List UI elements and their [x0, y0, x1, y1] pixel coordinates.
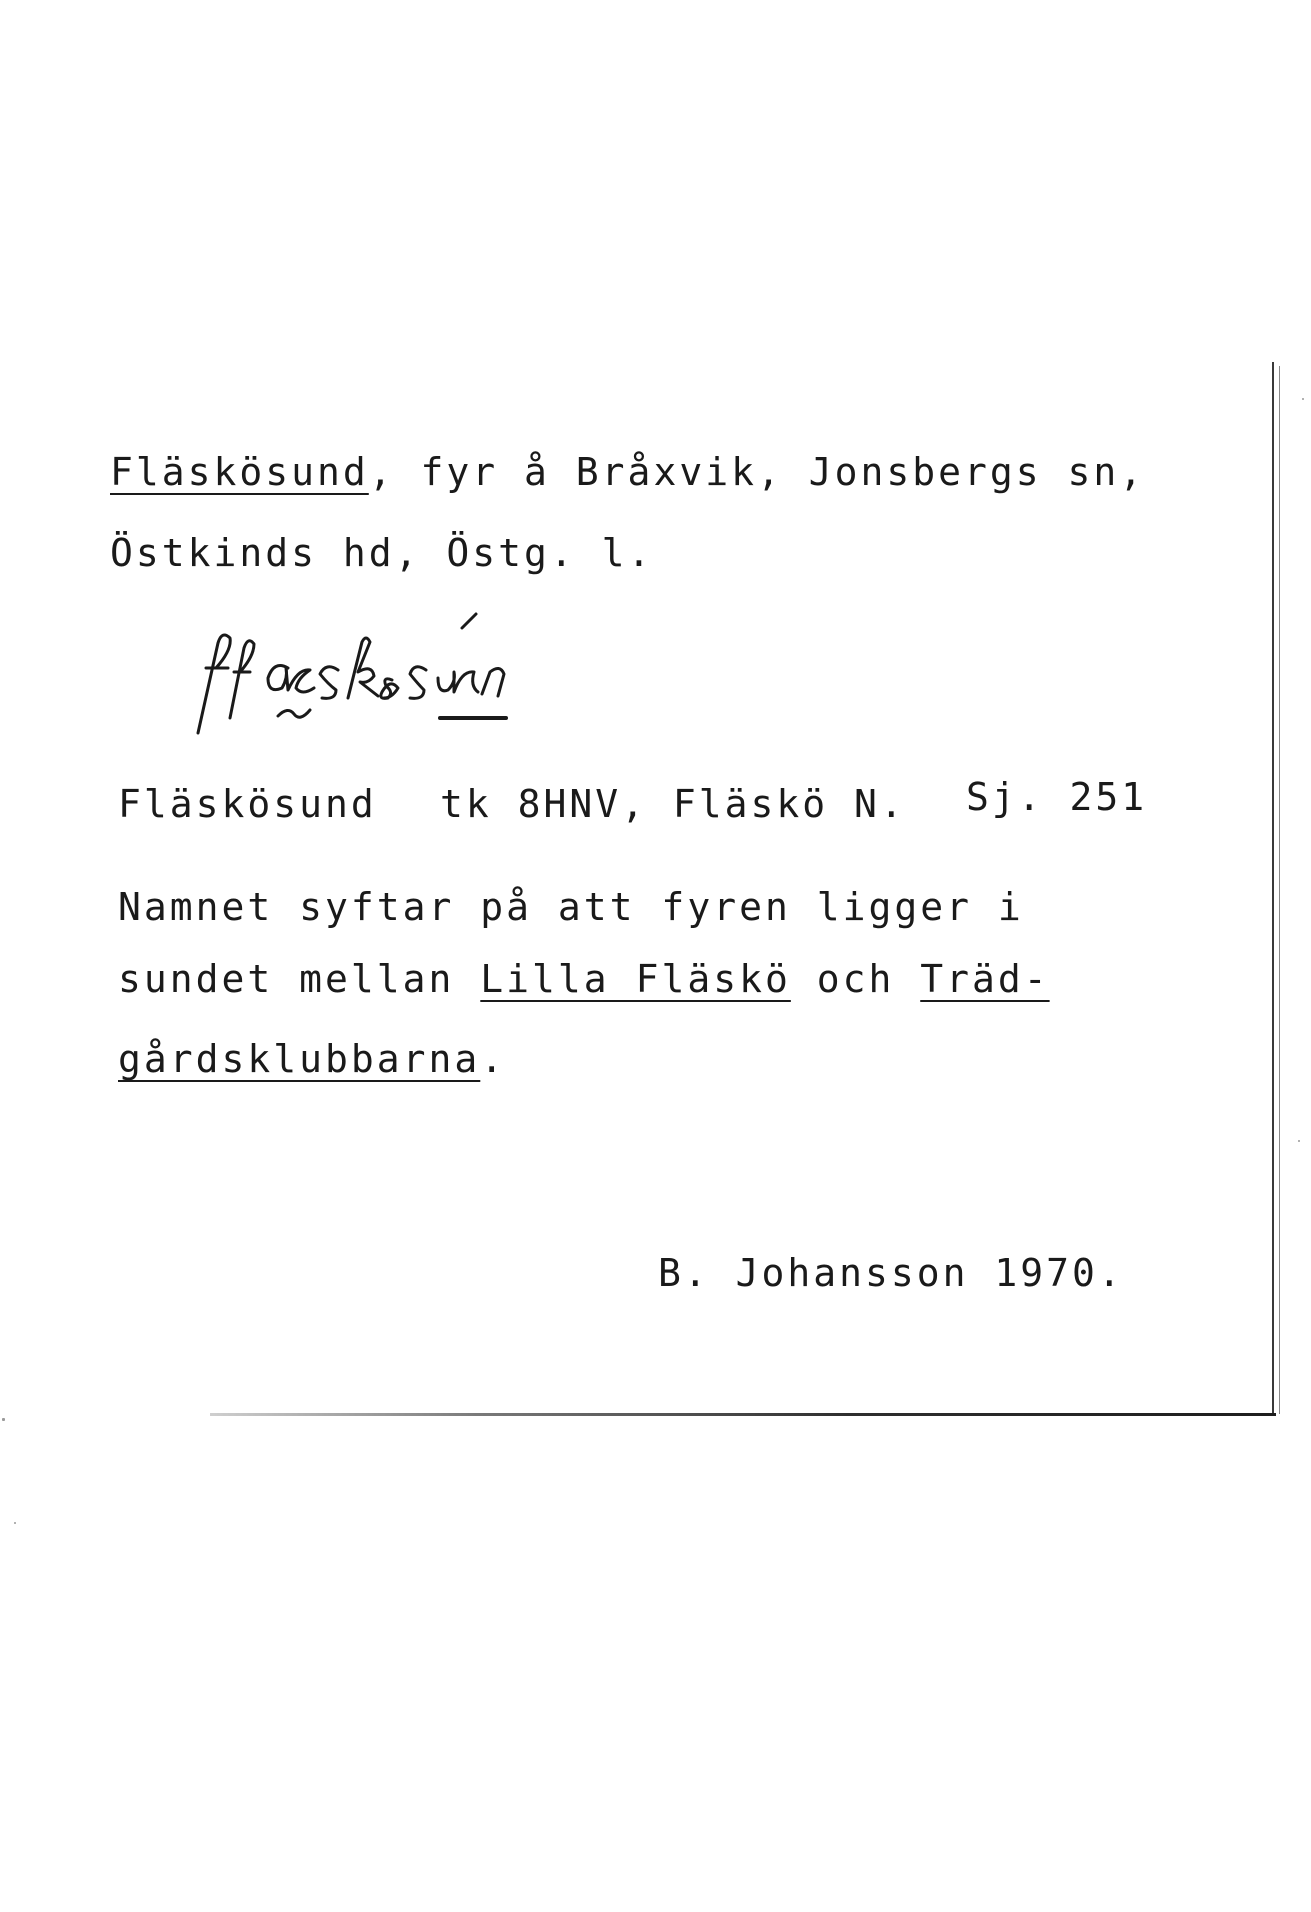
place-tradgardsklubbarna-part2: gårdsklubbarna	[118, 1037, 481, 1081]
explanation-line-3: gårdsklubbarna.	[118, 1037, 507, 1081]
entry-line-1	[110, 450, 1146, 494]
card-edge-bottom	[210, 1413, 1276, 1416]
entry-line-3	[118, 782, 377, 826]
place-tradgardsklubbarna-part1: Träd-	[920, 957, 1050, 1001]
handwritten-phonetic-form	[178, 598, 558, 748]
scan-speck	[1302, 398, 1304, 400]
scan-speck	[2, 1418, 5, 1421]
explanation-line-2: sundet mellan Lilla Fläskö och Träd-	[118, 957, 1050, 1001]
source-reference: Sj. 251	[966, 775, 1148, 819]
place-lilla-flasko: Lilla Fläskö	[480, 957, 791, 1001]
card-edge-right-shadow	[1279, 366, 1280, 1414]
district-description: Östkinds hd, Östg. l.	[110, 531, 654, 575]
location-description: , fyr å Bråxvik, Jonsbergs sn,	[368, 450, 1146, 494]
card-edge-right	[1272, 362, 1274, 1414]
scan-speck	[14, 1522, 16, 1524]
scan-speck	[1298, 1140, 1300, 1142]
headword: Fläskösund	[110, 450, 369, 494]
place-name: Fläskösund	[118, 782, 377, 826]
entry-line-2	[110, 531, 654, 575]
map-reference: tk 8HNV, Fläskö N.	[440, 782, 906, 826]
explanation-line-1: Namnet syftar på att fyren ligger i	[118, 885, 1024, 929]
signature: B. Johansson 1970.	[658, 1251, 1124, 1295]
